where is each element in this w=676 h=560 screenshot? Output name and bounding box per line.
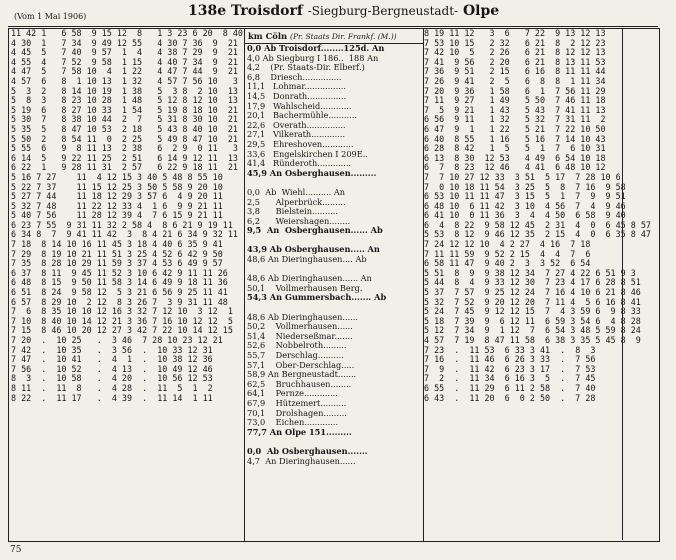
train-time-row: 6 55 . 11 29 6 11 2 58 . 7 40 — [424, 383, 596, 393]
train-time-row: 7 11 11 59 9 52 2 15 4 4 7 6 — [424, 249, 591, 259]
train-time-row: 4 45 5 7 40 9 57 1 4 4 38 7 29 9 21 — [11, 48, 238, 58]
train-time-row: 6 48 8 15 9 50 11 58 3 14 6 49 9 18 11 36 — [11, 278, 228, 288]
station-row: 14,5 Donrath............... — [247, 91, 347, 101]
station-row: 51,4 Niederseßmar....... — [247, 331, 353, 341]
downward-trains-column — [9, 29, 244, 541]
train-time-row: 5 27 7 44 11 18 12 29 3 57 6 4 9 20 11 — [11, 192, 223, 202]
train-time-row: 6 41 10 0 11 36 3 4 4 50 6 58 9 40 — [424, 211, 626, 221]
train-time-row: 7 0 10 18 11 54 3 25 5 8 7 16 9 58 — [424, 182, 626, 192]
train-time-row: 5 24 7 45 9 12 12 15 7 4 3 59 6 9 8 33 — [424, 307, 641, 317]
validity-date: (Vom 1 Mai 1906) — [14, 12, 87, 21]
timetable-sheet — [8, 28, 660, 542]
route-title — [188, 3, 500, 19]
train-time-row: 8 19 11 12 3 6 7 22 9 13 12 13 — [424, 29, 606, 38]
station-row: 70,1 Drolshagen......... — [247, 408, 347, 418]
station-row: 73,0 Eichen............. — [247, 418, 339, 428]
train-time-row: 6 4 8 22 9 58 12 45 2 31 4 0 6 45 8 57 — [424, 220, 651, 230]
train-time-row: 7 42 . 10 35 . 3 56 . 10 33 12 31 — [11, 345, 213, 355]
train-time-row: 7 16 . 11 46 6 26 3 33 . 7 56 — [424, 355, 596, 365]
train-time-row: 6 37 8 11 9 45 11 52 3 10 6 42 9 11 11 26 — [11, 268, 228, 278]
train-time-row: 5 18 7 39 9 6 12 11 6 59 3 54 6 4 8 28 — [424, 316, 641, 326]
train-time-row: 5 30 7 8 38 10 44 2 7 5 31 8 30 10 21 — [11, 115, 238, 125]
route-destination: Olpe — [462, 3, 500, 19]
train-time-row: 6 47 9 1 1 22 5 21 7 22 10 50 — [424, 124, 606, 134]
station-row: 20,1 Bachermühle........... — [247, 111, 357, 121]
timetable-header — [8, 3, 658, 27]
train-time-row: 5 51 8 9 9 38 12 34 7 27 4 22 6 51 9 3 — [424, 268, 636, 278]
km-label: km Cöln — [248, 31, 288, 41]
train-time-row: 7 35 8 28 10 29 11 59 3 37 4 53 6 49 9 57 — [11, 259, 223, 269]
train-time-row: 7 47 . 10 41 . 4 1 . 10 38 12 36 — [11, 355, 213, 365]
station-row: 17,9 Wahlscheid............ — [247, 101, 352, 111]
train-time-row: 7 6 8 35 10 10 12 16 3 32 7 12 10 3 12 1 — [11, 307, 233, 317]
train-time-row: 6 43 . 11 20 6 0 2 50 . 7 28 — [424, 393, 596, 403]
train-time-row: 5 3 2 8 14 10 19 1 38 5 3 8 2 10 13 — [11, 86, 238, 96]
station-row: 62,5 Bruchhausen........ — [247, 379, 352, 389]
train-time-row: 7 56 . 10 52 . 4 13 . 10 49 12 46 — [11, 364, 213, 374]
train-time-row: 4 55 4 7 52 9 58 1 15 4 40 7 34 9 21 — [11, 57, 238, 67]
station-row: 9,5 An Osberghausen...... Ab — [247, 226, 383, 236]
train-time-row: 6 57 8 29 10 2 12 8 3 26 7 3 9 31 11 48 — [11, 297, 228, 307]
station-row — [245, 178, 423, 188]
station-row: 57,1 Ober-Derschlag..... — [247, 360, 355, 370]
station-row: 77,7 An Olpe 151......... — [247, 427, 352, 437]
train-time-row: 7 20 9 36 1 58 6 1 7 56 11 29 — [424, 86, 606, 96]
station-row: 2,5 Alperbrück......... — [247, 197, 346, 207]
train-time-row: 7 41 9 56 2 20 6 21 8 13 11 53 — [424, 57, 606, 67]
train-time-row: 6 14 5 9 22 11 25 2 51 6 14 9 12 11 13 — [11, 153, 238, 163]
train-time-row: 8 3 . 10 58 . 4 20 . 10 56 12 53 — [11, 374, 213, 384]
train-time-row: 4 47 5 7 58 10 4 1 22 4 47 7 44 9 21 — [11, 67, 238, 77]
train-time-row: 7 36 9 51 2 15 6 16 8 11 11 44 — [424, 67, 606, 77]
station-row: 4,7 An Dieringhausen...... — [247, 456, 356, 466]
station-row — [245, 265, 423, 275]
station-row: 6,2 Weiershagen........ — [247, 216, 351, 226]
train-time-row: 7 20 . 10 25 . 3 46 7 28 10 23 12 21 — [11, 336, 223, 345]
train-time-row: 5 44 8 4 9 33 12 30 7 23 4 17 6 28 8 51 — [424, 278, 641, 288]
stations-column — [244, 29, 424, 541]
station-row — [245, 236, 423, 246]
train-time-row: 8 11 . 11 8 . 4 28 . 11 5 1 2 — [11, 383, 213, 393]
station-row: 67,9 Hützemert.......... — [247, 398, 347, 408]
train-time-row: 6 56 9 11 1 32 5 32 7 31 11 2 — [424, 115, 606, 125]
train-time-row: 7 29 8 19 10 21 11 51 3 25 4 52 6 42 9 50 — [11, 249, 223, 259]
station-row: 54,3 An Gummersbach....... Ab — [247, 293, 387, 303]
station-row: 64,1 Pernze............. — [247, 389, 338, 399]
train-time-row: 6 51 8 24 9 58 12 5 3 21 6 56 9 25 11 41 — [11, 288, 228, 298]
train-time-row: 5 35 5 8 47 10 53 2 18 5 43 8 40 10 21 — [11, 124, 238, 134]
train-time-row: 6 22 1 9 28 11 31 2 57 6 22 9 18 11 21 — [11, 163, 238, 173]
train-time-row: 7 24 12 12 10 4 2 27 4 16 7 18 — [424, 240, 591, 250]
train-time-row: 7 18 8 14 10 16 11 45 3 18 4 40 6 35 9 41 — [11, 240, 223, 250]
train-time-row: 5 8 3 8 23 10 28 1 48 5 12 8 12 10 13 — [11, 96, 238, 106]
station-row: 22,6 Overath............... — [247, 120, 346, 130]
route-via: -Siegburg-Bergneustadt- — [307, 4, 459, 18]
station-row: 11,1 Lohmar................ — [247, 82, 346, 92]
station-row: 3,8 Bielstein.......... — [247, 207, 338, 217]
train-time-row: 7 7 10 27 12 33 3 51 5 17 7 28 10 6 — [424, 172, 621, 182]
station-row: 48,6 Ab Dieringhausen...... An — [247, 274, 372, 284]
station-row: 0,0 Ab Troisdorf........125d. An — [247, 44, 385, 53]
train-time-row: 6 34 8 7 9 41 11 42 3 8 4 21 6 34 9 32 11 — [11, 230, 238, 240]
train-time-row: 5 50 2 8 54 11 0 2 25 5 49 8 47 10 21 — [11, 134, 238, 144]
station-row: 0,0 Ab Wiehl.......... An — [247, 187, 346, 197]
train-time-row: 7 26 9 41 2 5 6 8 8 1 11 34 — [424, 76, 606, 86]
train-time-row: 5 16 7 27 11 4 12 15 3 40 5 48 8 55 10 — [11, 172, 223, 182]
station-row: 33,6 Engelskirchen I 209E.. — [247, 149, 368, 159]
train-time-row: 6 28 8 42 1 5 5 1 7 6 10 31 — [424, 144, 606, 154]
train-time-row: 6 13 8 30 12 53 4 49 6 54 10 18 — [424, 153, 606, 163]
station-row: 58,9 An Bergneustadt....... — [247, 370, 357, 380]
station-row: 4,0 Ab Siegburg I 186.. 188 An — [247, 53, 379, 63]
train-time-row: 4 30 1 7 34 9 49 12 55 4 30 7 36 9 21 — [11, 38, 238, 48]
train-time-row: 4 57 7 19 8 47 11 58 6 38 3 35 5 45 8 9 — [424, 336, 641, 345]
page-number: 75 — [10, 545, 22, 555]
station-row: 43,9 Ab Osberghausen..... An — [247, 245, 380, 255]
train-time-row: 8 22 . 11 17 . 4 39 . 11 14 1 11 — [11, 393, 213, 403]
train-time-row: 5 55 6 9 8 11 13 2 38 6 2 9 0 11 3 — [11, 144, 238, 154]
station-row: 50,2 Vollmerhausen...... — [247, 322, 353, 332]
train-time-row: 5 19 6 8 27 10 33 1 54 5 19 8 18 10 21 — [11, 105, 238, 115]
train-time-row: 7 11 9 27 1 49 5 50 7 46 11 18 — [424, 96, 606, 106]
station-row: 45,9 An Osberghausen......... — [247, 168, 377, 178]
station-row: 50,1 Vollmerhausen Berg. — [247, 283, 363, 293]
train-time-row: 5 40 7 56 11 28 12 39 4 7 6 15 9 21 11 — [11, 211, 223, 221]
railway-directorate: (Pr. Staats Dir. Frankf. (M.)) — [290, 32, 397, 41]
stations-head — [245, 29, 423, 44]
train-time-row: 11 42 1 6 58 9 15 12 8 1 3 23 6 20 8 40 — [11, 29, 243, 38]
station-row: 48,6 Ab Dieringhausen...... — [247, 312, 359, 322]
train-time-row: 6 40 8 55 1 16 5 16 7 14 10 43 — [424, 134, 606, 144]
train-time-row: 7 53 10 15 2 32 6 21 8 2 12 23 — [424, 38, 606, 48]
train-time-row: 7 10 8 40 10 14 12 21 3 36 7 16 10 12 12 5 — [11, 316, 233, 326]
station-row: 27,1 Vilkerath............. — [247, 130, 346, 140]
route-origin: Troisdorf — [231, 3, 303, 19]
page-edge-column — [622, 28, 659, 540]
train-time-row: 5 37 7 57 9 25 12 24 7 16 4 10 6 21 8 46 — [424, 288, 641, 298]
train-time-row: 7 15 8 46 10 20 12 27 3 42 7 22 10 14 12 15 — [11, 326, 233, 336]
station-row: 55,7 Derschlag.......... — [247, 351, 344, 360]
station-row — [245, 437, 423, 447]
train-time-row: 6 48 10 6 11 42 3 10 4 56 7 4 9 46 — [424, 201, 626, 211]
train-time-row: 7 42 10 5 2 26 6 21 8 12 12 13 — [424, 48, 606, 58]
table-number: 138e — [188, 3, 227, 19]
station-row: 52,6 Nobbelroth......... — [247, 341, 347, 351]
station-row: 41,4 Ründeroth............. — [247, 159, 352, 169]
train-time-row: 6 53 10 11 11 47 3 15 5 1 7 9 9 51 — [424, 192, 626, 202]
station-row: 6,8 Driesch............... — [247, 72, 342, 82]
train-time-row: 7 5 9 21 1 43 5 43 7 41 11 13 — [424, 105, 606, 115]
station-row: 0,0 Ab Osberghausen....... — [247, 446, 368, 456]
train-time-row: 7 9 . 11 42 6 23 3 17 . 7 53 — [424, 364, 596, 374]
train-time-row: 4 57 6 8 1 10 13 1 32 4 57 7 56 10 3 — [11, 76, 238, 86]
train-time-row: 7 2 . 11 34 6 16 3 5 . 7 45 — [424, 374, 596, 384]
train-time-row: 5 32 7 52 9 20 12 20 7 11 4 5 6 16 8 41 — [424, 297, 641, 307]
train-time-row: 6 23 7 55 9 31 11 32 2 58 4 8 6 21 9 19 11 — [11, 220, 233, 230]
train-time-row: 5 22 7 37 11 15 12 25 3 50 5 58 9 20 10 — [11, 182, 223, 192]
station-row: 48,6 An Dieringhausen.... Ab — [247, 255, 367, 265]
train-time-row: 5 53 8 12 9 46 12 35 2 15 4 0 6 35 8 47 — [424, 230, 651, 240]
station-row: 29,5 Ehreshoven............ — [247, 139, 354, 149]
train-time-row: 6 58 11 47 9 40 2 3 3 52 6 54 — [424, 259, 591, 269]
train-time-row: 7 23 . 11 53 6 33 3 41 . 8 3 — [424, 345, 596, 355]
train-time-row: 6 7 8 23 12 46 4 41 6 48 10 12 — [424, 163, 606, 173]
station-row: 4,2 (Pr. Staats-Dir. Elberf.) — [247, 63, 365, 73]
train-time-row: 5 32 7 48 11 22 12 33 4 1 6 9 9 21 11 — [11, 201, 223, 211]
train-time-row: 5 12 7 34 9 1 12 7 6 54 3 48 5 59 8 24 — [424, 326, 641, 336]
station-row — [245, 303, 423, 313]
